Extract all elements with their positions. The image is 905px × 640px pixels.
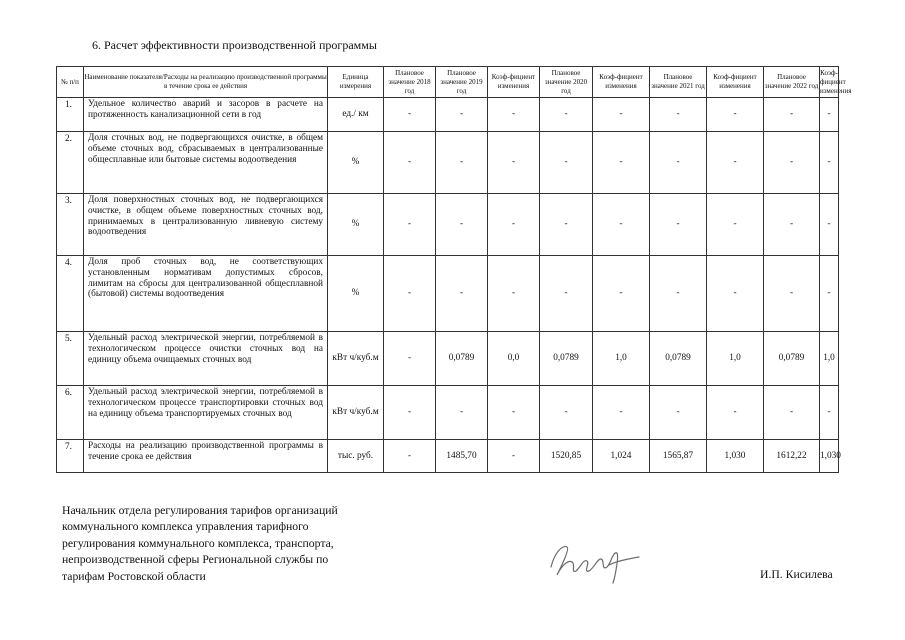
header-cell: Плановое значение 2020 год	[540, 67, 593, 98]
indicator-name-cell: Удельный расход электрической энергии, потребляемой в технологическом процессе очистки сточных вод на единицу объема очищаемых сточных вод	[84, 332, 328, 386]
value-cell: -	[593, 132, 650, 194]
value-cell: -	[764, 98, 820, 132]
value-cell: -	[650, 98, 707, 132]
value-cell: 0,0789	[436, 332, 488, 386]
handwritten-signature	[543, 537, 643, 587]
value-cell: 1,024	[593, 440, 650, 473]
value-cell: -	[707, 132, 764, 194]
value-cell: -	[384, 440, 436, 473]
value-cell: -	[436, 98, 488, 132]
value-cell: -	[707, 386, 764, 440]
value-cell: 1,0	[707, 332, 764, 386]
value-cell: -	[820, 256, 839, 332]
value-cell: -	[384, 194, 436, 256]
unit-cell: %	[328, 256, 384, 332]
value-cell: -	[764, 194, 820, 256]
value-cell: 1565,87	[650, 440, 707, 473]
row-number-cell: 4.	[57, 256, 84, 332]
header-cell: Коэф-фициент изменения	[820, 67, 839, 98]
value-cell: 1,0	[593, 332, 650, 386]
header-cell: Плановое значение 2019 год	[436, 67, 488, 98]
table-row	[57, 98, 839, 132]
value-cell: -	[540, 256, 593, 332]
value-cell: -	[707, 98, 764, 132]
value-cell: 1,030	[820, 440, 839, 473]
value-cell: -	[540, 98, 593, 132]
value-cell: -	[650, 386, 707, 440]
value-cell: 1,030	[707, 440, 764, 473]
value-cell: -	[650, 194, 707, 256]
header-cell: № п/п	[57, 67, 84, 98]
value-cell: -	[820, 386, 839, 440]
indicator-name-cell: Удельный расход электрической энергии, потребляемой в технологическом процессе транспортировки сточных вод на единицу объема транспортируемых сточных вод	[84, 386, 328, 440]
indicator-name-cell: Доля сточных вод, не подвергающихся очистке, в общем объеме сточных вод, сбрасываемых в централизованные общесплавные или бытовые системы водоотведения	[84, 132, 328, 194]
value-cell: -	[593, 194, 650, 256]
value-cell: -	[436, 132, 488, 194]
indicator-name-cell: Удельное количество аварий и засоров в расчете на протяженность канализационной сети в год	[84, 98, 328, 132]
footer-line: Начальник отдела регулирования тарифов организаций	[62, 504, 338, 517]
header-cell: Плановое значение 2021 год	[650, 67, 707, 98]
value-cell: -	[593, 386, 650, 440]
value-cell: -	[764, 386, 820, 440]
value-cell: 0,0789	[764, 332, 820, 386]
value-cell: -	[384, 386, 436, 440]
value-cell: -	[488, 440, 540, 473]
unit-cell: тыс. руб.	[328, 440, 384, 473]
table-row	[57, 440, 839, 473]
value-cell: -	[384, 132, 436, 194]
table-row	[57, 194, 839, 256]
header-cell: Коэф-фициент изменения	[707, 67, 764, 98]
value-cell: -	[436, 194, 488, 256]
unit-cell: кВт ч/куб.м	[328, 386, 384, 440]
header-cell: Единица измерения	[328, 67, 384, 98]
value-cell: -	[540, 132, 593, 194]
value-cell: -	[488, 132, 540, 194]
row-number-cell: 6.	[57, 386, 84, 440]
value-cell: -	[488, 386, 540, 440]
value-cell: 1520,85	[540, 440, 593, 473]
document-title: 6. Расчет эффективности производственной программы	[92, 38, 377, 52]
unit-cell: %	[328, 132, 384, 194]
footer-position-text	[62, 503, 338, 585]
footer-line: регулирования коммунального комплекса, транспорта,	[62, 536, 334, 550]
row-number-cell: 2.	[57, 132, 84, 194]
value-cell: -	[764, 132, 820, 194]
indicator-name-cell: Доля проб сточных вод, не соответствующих установленным нормативам допустимых сбросов, лимитам на сбросы для централизованной общесплавной (бытовой) системы водоотведения	[84, 256, 328, 332]
indicator-name-cell: Доля поверхностных сточных вод, не подвергающихся очистке, в общем объеме поверхностных сточных вод, принимаемых в централизованную ливневую систему водоотведения	[84, 194, 328, 256]
value-cell: 0,0789	[540, 332, 593, 386]
value-cell: -	[488, 98, 540, 132]
header-cell: Коэф-фициент изменения	[488, 67, 540, 98]
header-cell: Плановое значение 2022 год	[764, 67, 820, 98]
value-cell: 0,0	[488, 332, 540, 386]
value-cell: 1485,70	[436, 440, 488, 473]
header-row	[57, 67, 839, 98]
value-cell: 1,0	[820, 332, 839, 386]
value-cell: -	[488, 194, 540, 256]
table-row	[57, 132, 839, 194]
header-cell: Плановое значение 2018 год	[384, 67, 436, 98]
value-cell: -	[540, 194, 593, 256]
value-cell: -	[707, 256, 764, 332]
row-number-cell: 3.	[57, 194, 84, 256]
footer-line: тарифам Ростовской области	[62, 569, 206, 583]
table-row	[57, 332, 839, 386]
value-cell: -	[593, 256, 650, 332]
unit-cell: кВт ч/куб.м	[328, 332, 384, 386]
value-cell: -	[650, 132, 707, 194]
value-cell: -	[650, 256, 707, 332]
unit-cell: ед./ км	[328, 98, 384, 132]
table-row	[57, 256, 839, 332]
value-cell: 1612,22	[764, 440, 820, 473]
indicator-name-cell: Расходы на реализацию производственной программы в течение срока ее действия	[84, 440, 328, 473]
value-cell: -	[488, 256, 540, 332]
footer-line: непроизводственной сферы Региональной службы по	[62, 553, 329, 567]
value-cell: -	[707, 194, 764, 256]
value-cell: -	[436, 386, 488, 440]
unit-cell: %	[328, 194, 384, 256]
value-cell: -	[593, 98, 650, 132]
header-cell: Наименование показателя/Расходы на реализацию производственной программы в течение срока ее действия	[84, 67, 328, 98]
value-cell: -	[764, 256, 820, 332]
value-cell: 0,0789	[650, 332, 707, 386]
value-cell: -	[384, 256, 436, 332]
signer-name: И.П. Кисилева	[760, 568, 833, 581]
value-cell: -	[540, 386, 593, 440]
value-cell: -	[820, 98, 839, 132]
value-cell: -	[384, 332, 436, 386]
table-row	[57, 386, 839, 440]
header-cell: Коэф-фициент изменения	[593, 67, 650, 98]
value-cell: -	[384, 98, 436, 132]
value-cell: -	[820, 194, 839, 256]
value-cell: -	[436, 256, 488, 332]
value-cell: -	[820, 132, 839, 194]
row-number-cell: 5.	[57, 332, 84, 386]
row-number-cell: 1.	[57, 98, 84, 132]
footer-line: коммунального комплекса управления тарифного	[62, 520, 309, 534]
row-number-cell: 7.	[57, 440, 84, 473]
efficiency-table	[56, 66, 852, 473]
